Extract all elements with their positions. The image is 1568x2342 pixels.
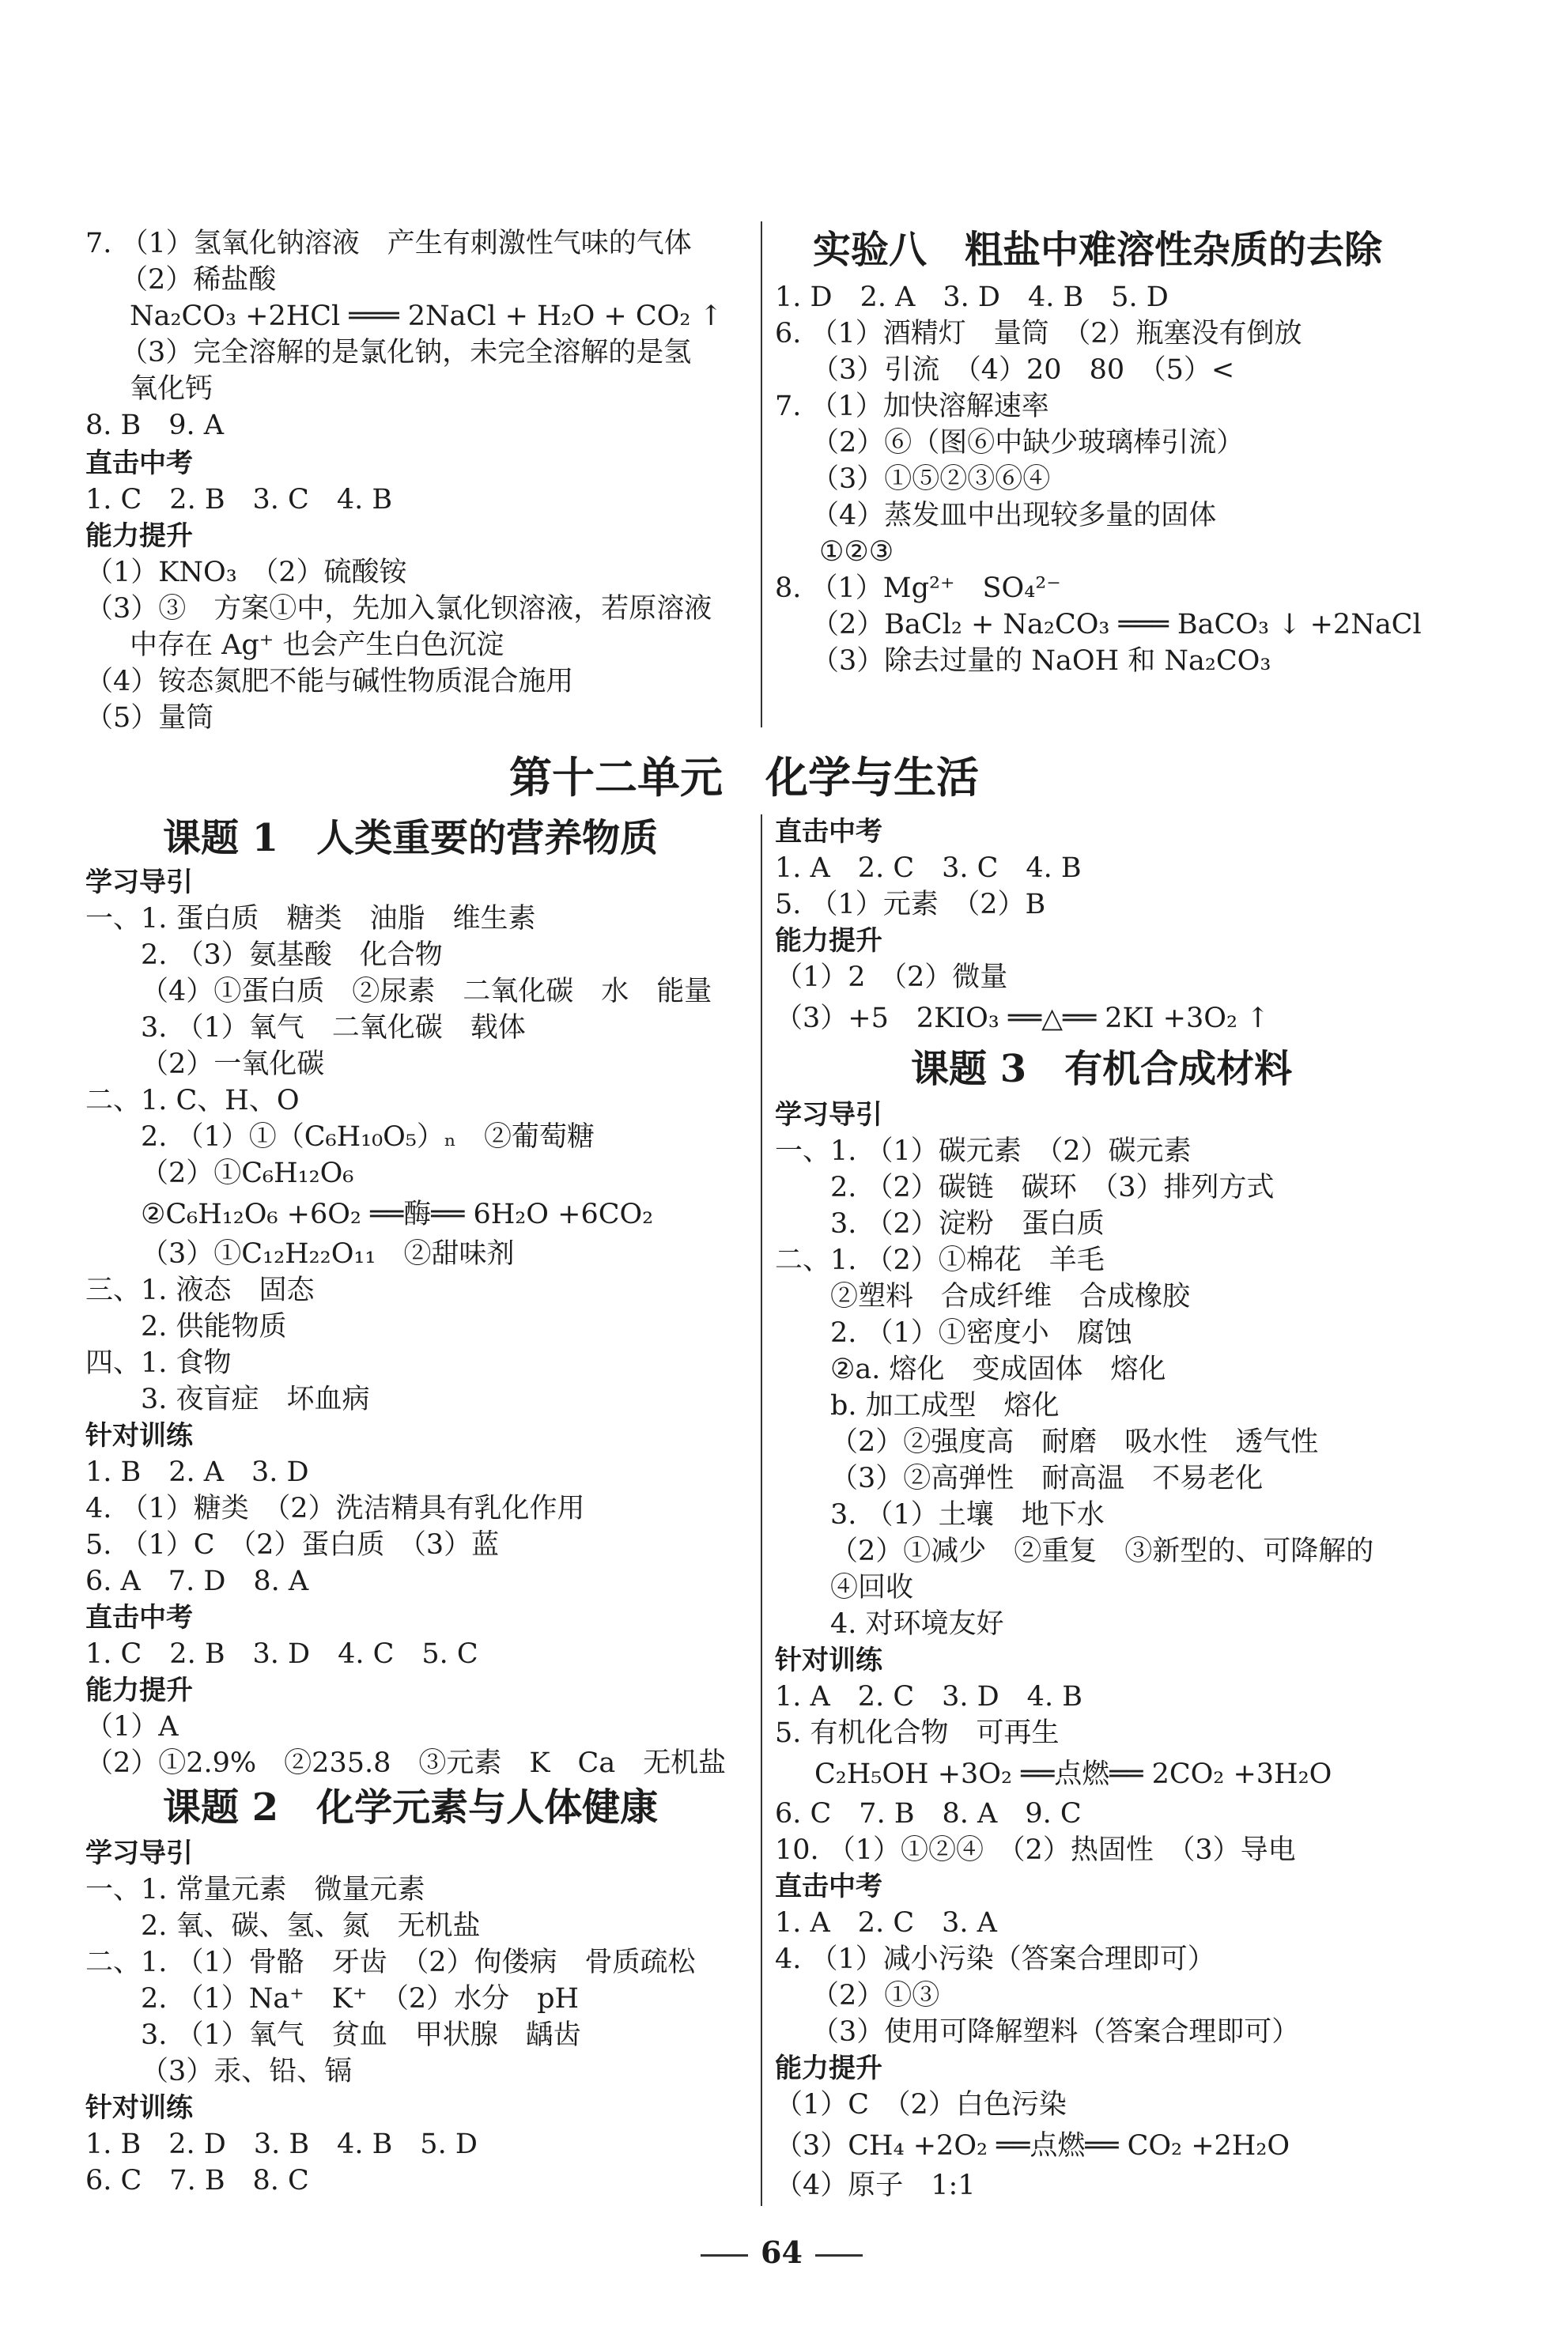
answer-line: 2. （1）①密度小 腐蚀 — [830, 1317, 1132, 1349]
answer-line: 3. 夜盲症 坏血病 — [141, 1384, 370, 1415]
answer-line: ④回收 — [830, 1572, 914, 1604]
answer-line: （2）⑥（图⑥中缺少玻璃棒引流） — [811, 427, 1245, 459]
answer-line: 氧化钙 — [130, 373, 213, 405]
answer-line: 4. （1）减小污染（答案合理即可） — [775, 1943, 1215, 1975]
column-divider — [761, 221, 762, 727]
answer-line: 1. A 2. C 3. D 4. B — [775, 1681, 1082, 1713]
section-header: 直击中考 — [775, 1871, 882, 1902]
lesson-title-3: 课题 3 有机合成材料 — [911, 1047, 1293, 1091]
answer-line: 2. （1）①（C₆H₁₀O₅）ₙ ②葡萄糖 — [141, 1121, 595, 1153]
answer-line: （3）①C₁₂H₂₂O₁₁ ②甜味剂 — [141, 1238, 515, 1270]
answer-line: （1）KNO₃ （2）硫酸铵 — [85, 557, 407, 588]
answer-line: ①②③ — [819, 536, 894, 568]
answer-line: 3. （1）氧气 二氧化碳 载体 — [141, 1012, 526, 1044]
answer-line: 4. （1）糖类 （2）洗洁精具有乳化作用 — [85, 1493, 585, 1524]
answer-line: 三、1. 液态 固态 — [85, 1275, 315, 1306]
answer-line: （3）引流 （4）20 80 （5）< — [811, 354, 1235, 386]
answer-line: 2. （1）Na⁺ K⁺ （2）水分 pH — [141, 1983, 580, 2015]
answer-line: （3）除去过量的 NaOH 和 Na₂CO₃ — [811, 645, 1271, 677]
answer-line: ②a. 熔化 变成固体 熔化 — [830, 1354, 1166, 1385]
answer-line: （4）原子 1:1 — [775, 2170, 976, 2201]
answer-line: 2. （2）碳链 碳环 （3）排列方式 — [830, 1172, 1275, 1203]
answer-line: 8. B 9. A — [85, 410, 225, 441]
answer-line: （2）②强度高 耐磨 吸水性 透气性 — [830, 1426, 1319, 1458]
equation-line: C₂H₅OH +3O₂ ══点燃══ 2CO₂ +3H₂O — [814, 1758, 1332, 1790]
answer-line: 7. （1）氢氧化钠溶液 产生有刺激性气味的气体 — [85, 228, 692, 259]
answer-line: 3. （1）氧气 贫血 甲状腺 龋齿 — [141, 2019, 581, 2051]
answer-line: 二、1. （1）骨骼 牙齿 （2）佝偻病 骨质疏松 — [85, 1947, 696, 1978]
answer-line: 5. （1）元素 （2）B — [775, 889, 1046, 920]
answer-line: 6. A 7. D 8. A — [85, 1566, 309, 1597]
answer-line: 8. （1）Mg²⁺ SO₄²⁻ — [775, 572, 1061, 604]
lower-right-column — [775, 814, 1487, 2206]
section-header: 能力提升 — [85, 1675, 193, 1706]
answer-line: 一、1. （1）碳元素 （2）碳元素 — [775, 1135, 1192, 1167]
page-number-dash-right — [815, 2254, 863, 2257]
section-header: 直击中考 — [775, 816, 882, 848]
page-number-text: 64 — [761, 2234, 803, 2270]
answer-line: （1）2 （2）微量 — [775, 961, 1008, 993]
answer-line: 二、1. C、H、O — [85, 1085, 300, 1116]
answer-line: （1）A — [85, 1711, 179, 1743]
answer-line: （2）一氧化碳 — [141, 1048, 325, 1080]
lower-left-column — [85, 814, 765, 2206]
answer-line: （4）蒸发皿中出现较多量的固体 — [811, 500, 1217, 531]
answer-line: （2）①2.9% ②235.8 ③元素 K Ca 无机盐 — [85, 1747, 727, 1779]
unit-title: 第十二单元 化学与生活 — [509, 752, 979, 803]
answer-line: （3）完全溶解的是氯化钠，未完全溶解的是氢 — [120, 337, 692, 368]
section-header: 直击中考 — [85, 448, 193, 479]
answer-line: 10. （1）①②④ （2）热固性 （3）导电 — [775, 1834, 1296, 1866]
experiment-title: 实验八 粗盐中难溶性杂质的去除 — [813, 228, 1383, 272]
answer-line: （2）①C₆H₁₂O₆ — [141, 1158, 354, 1189]
answer-line: 1. B 2. A 3. D — [85, 1456, 309, 1488]
answer-line: （4）铵态氮肥不能与碱性物质混合施用 — [85, 666, 574, 697]
answer-line: ②塑料 合成纤维 合成橡胶 — [830, 1281, 1191, 1313]
answer-line: 7. （1）加快溶解速率 — [775, 391, 1049, 422]
section-header: 学习导引 — [85, 1838, 193, 1869]
answer-line: （5）量筒 — [85, 702, 214, 734]
answer-line: 3. （1）土壤 地下水 — [830, 1499, 1105, 1531]
answer-line: （4）①蛋白质 ②尿素 二氧化碳 水 能量 — [141, 976, 712, 1007]
equation-line: （2）BaCl₂ + Na₂CO₃ ═══ BaCO₃ ↓ +2NaCl — [811, 609, 1422, 640]
page-number — [688, 2234, 875, 2270]
equation-line: （3）CH₄ +2O₂ ══点燃══ CO₂ +2H₂O — [775, 2130, 1290, 2162]
answer-line: 3. （2）淀粉 蛋白质 — [830, 1208, 1105, 1240]
section-header: 能力提升 — [775, 925, 882, 957]
answer-line: 一、1. 蛋白质 糖类 油脂 维生素 — [85, 903, 536, 935]
answer-line: 1. C 2. B 3. C 4. B — [85, 484, 393, 516]
section-header: 针对训练 — [85, 2092, 193, 2124]
answer-line: 1. D 2. A 3. D 4. B 5. D — [775, 281, 1169, 313]
answer-line: （1）C （2）白色污染 — [775, 2089, 1067, 2121]
lesson-title-2: 课题 2 化学元素与人体健康 — [163, 1785, 659, 1830]
answer-line: 2. 供能物质 — [141, 1311, 287, 1343]
answer-line: 1. B 2. D 3. B 4. B 5. D — [85, 2129, 478, 2160]
section-header: 针对训练 — [85, 1420, 193, 1452]
section-header: 能力提升 — [775, 2053, 882, 2084]
lesson-title-1: 课题 1 人类重要的营养物质 — [163, 816, 659, 860]
answer-line: （2）稀盐酸 — [120, 264, 277, 296]
answer-line: 1. C 2. B 3. D 4. C 5. C — [85, 1638, 478, 1670]
answer-line: （3）使用可降解塑料（答案合理即可） — [811, 2016, 1300, 2048]
section-header: 学习导引 — [85, 867, 193, 898]
section-header: 直击中考 — [85, 1602, 193, 1634]
answer-line: 5. 有机化合物 可再生 — [775, 1717, 1060, 1749]
answer-line: （3）③ 方案①中，先加入氯化钡溶液，若原溶液 — [85, 593, 712, 625]
answer-line: 4. 对环境友好 — [830, 1608, 1004, 1640]
answer-line: b. 加工成型 熔化 — [830, 1390, 1060, 1422]
answer-line: 2. （3）氨基酸 化合物 — [141, 939, 443, 971]
page-number-dash-left — [701, 2254, 748, 2257]
answer-line: 6. （1）酒精灯 量筒 （2）瓶塞没有倒放 — [775, 318, 1302, 349]
equation-line: Na₂CO₃ +2HCl ═══ 2NaCl + H₂O + CO₂ ↑ — [130, 300, 723, 332]
answer-line: 中存在 Ag⁺ 也会产生白色沉淀 — [130, 629, 504, 661]
equation-line: ②C₆H₁₂O₆ +6O₂ ══酶══ 6H₂O +6CO₂ — [141, 1199, 654, 1230]
answer-line: 6. C 7. B 8. C — [85, 2165, 309, 2197]
answer-line: 2. 氧、碳、氢、氮 无机盐 — [141, 1910, 481, 1942]
answer-line: （3）①⑤②③⑥④ — [811, 463, 1051, 495]
answer-line: 四、1. 食物 — [85, 1347, 232, 1379]
section-header: 能力提升 — [85, 520, 193, 552]
column-divider — [761, 814, 762, 2206]
answer-line: 1. A 2. C 3. C 4. B — [775, 852, 1082, 884]
answer-line: 一、1. 常量元素 微量元素 — [85, 1874, 425, 1906]
answer-line: （2）①③ — [811, 1980, 940, 2011]
section-header: 针对训练 — [775, 1645, 882, 1676]
answer-line: （3）汞、铅、镉 — [141, 2056, 353, 2087]
answer-line: 1. A 2. C 3. A — [775, 1907, 997, 1939]
section-header: 学习导引 — [775, 1099, 882, 1131]
top-right-column — [775, 226, 1487, 701]
answer-line: 二、1. （2）①棉花 羊毛 — [775, 1245, 1105, 1276]
top-left-column — [85, 226, 750, 740]
answer-line: （2）①减少 ②重复 ③新型的、可降解的 — [830, 1536, 1374, 1567]
answer-line: 6. C 7. B 8. A 9. C — [775, 1798, 1082, 1830]
answer-line: 5. （1）C （2）蛋白质 （3）蓝 — [85, 1529, 500, 1561]
equation-line: （3）+5 2KIO₃ ══△══ 2KI +3O₂ ↑ — [775, 1003, 1270, 1034]
answer-line: （3）②高弹性 耐高温 不易老化 — [830, 1463, 1264, 1494]
